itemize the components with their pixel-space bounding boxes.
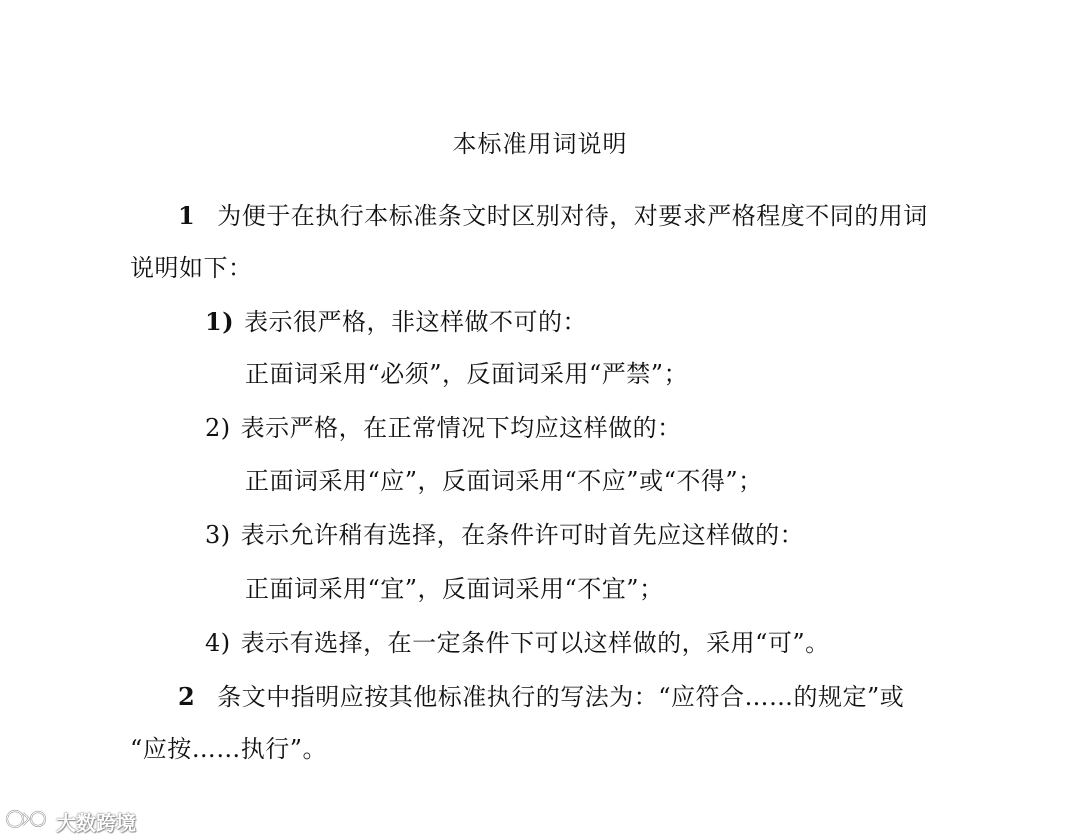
item-1-number: 1 xyxy=(178,201,196,230)
watermark xyxy=(4,806,136,837)
subitem-1-detail: 正面词采用“必须”，反面词采用“严禁”； xyxy=(245,360,689,388)
item-1-text: 为便于在执行本标准条文时区别对待，对要求严格程度不同的用词 xyxy=(217,202,928,230)
watermark-text: 大数跨境 xyxy=(56,811,136,835)
subitem-1 xyxy=(205,306,587,338)
subitem-2-number: 2) xyxy=(205,414,231,442)
subitem-3-text: 表示允许稍有选择，在条件许可时首先应这样做的： xyxy=(240,521,805,549)
subitem-2 xyxy=(205,412,682,444)
item-2-line-2: “应按……执行”。 xyxy=(130,735,328,763)
subitem-2-text: 表示严格，在正常情况下均应这样做的： xyxy=(240,414,682,442)
subitem-3 xyxy=(205,519,804,551)
subitem-1-text: 表示很严格，非这样做不可的： xyxy=(244,308,588,336)
subitem-4 xyxy=(205,627,830,659)
item-2-text: 条文中指明应按其他标准执行的写法为：“应符合……的规定”或 xyxy=(217,683,905,711)
logo-icon xyxy=(4,806,50,837)
subitem-4-number: 4) xyxy=(205,629,231,657)
subitem-3-number: 3) xyxy=(205,521,231,549)
subitem-3-detail: 正面词采用“宜”，反面词采用“不宜”； xyxy=(245,575,664,603)
page-title: 本标准用词说明 xyxy=(452,130,628,158)
item-2-number: 2 xyxy=(178,682,196,711)
item-2-line-1 xyxy=(178,681,904,713)
item-1-line-2: 说明如下： xyxy=(130,254,253,282)
subitem-2-detail: 正面词采用“应”，反面词采用“不应”或“不得”； xyxy=(245,467,763,495)
subitem-1-number: 1) xyxy=(205,307,235,336)
item-1-line-1 xyxy=(178,200,928,232)
subitem-4-text: 表示有选择，在一定条件下可以这样做的，采用“可”。 xyxy=(240,629,830,657)
